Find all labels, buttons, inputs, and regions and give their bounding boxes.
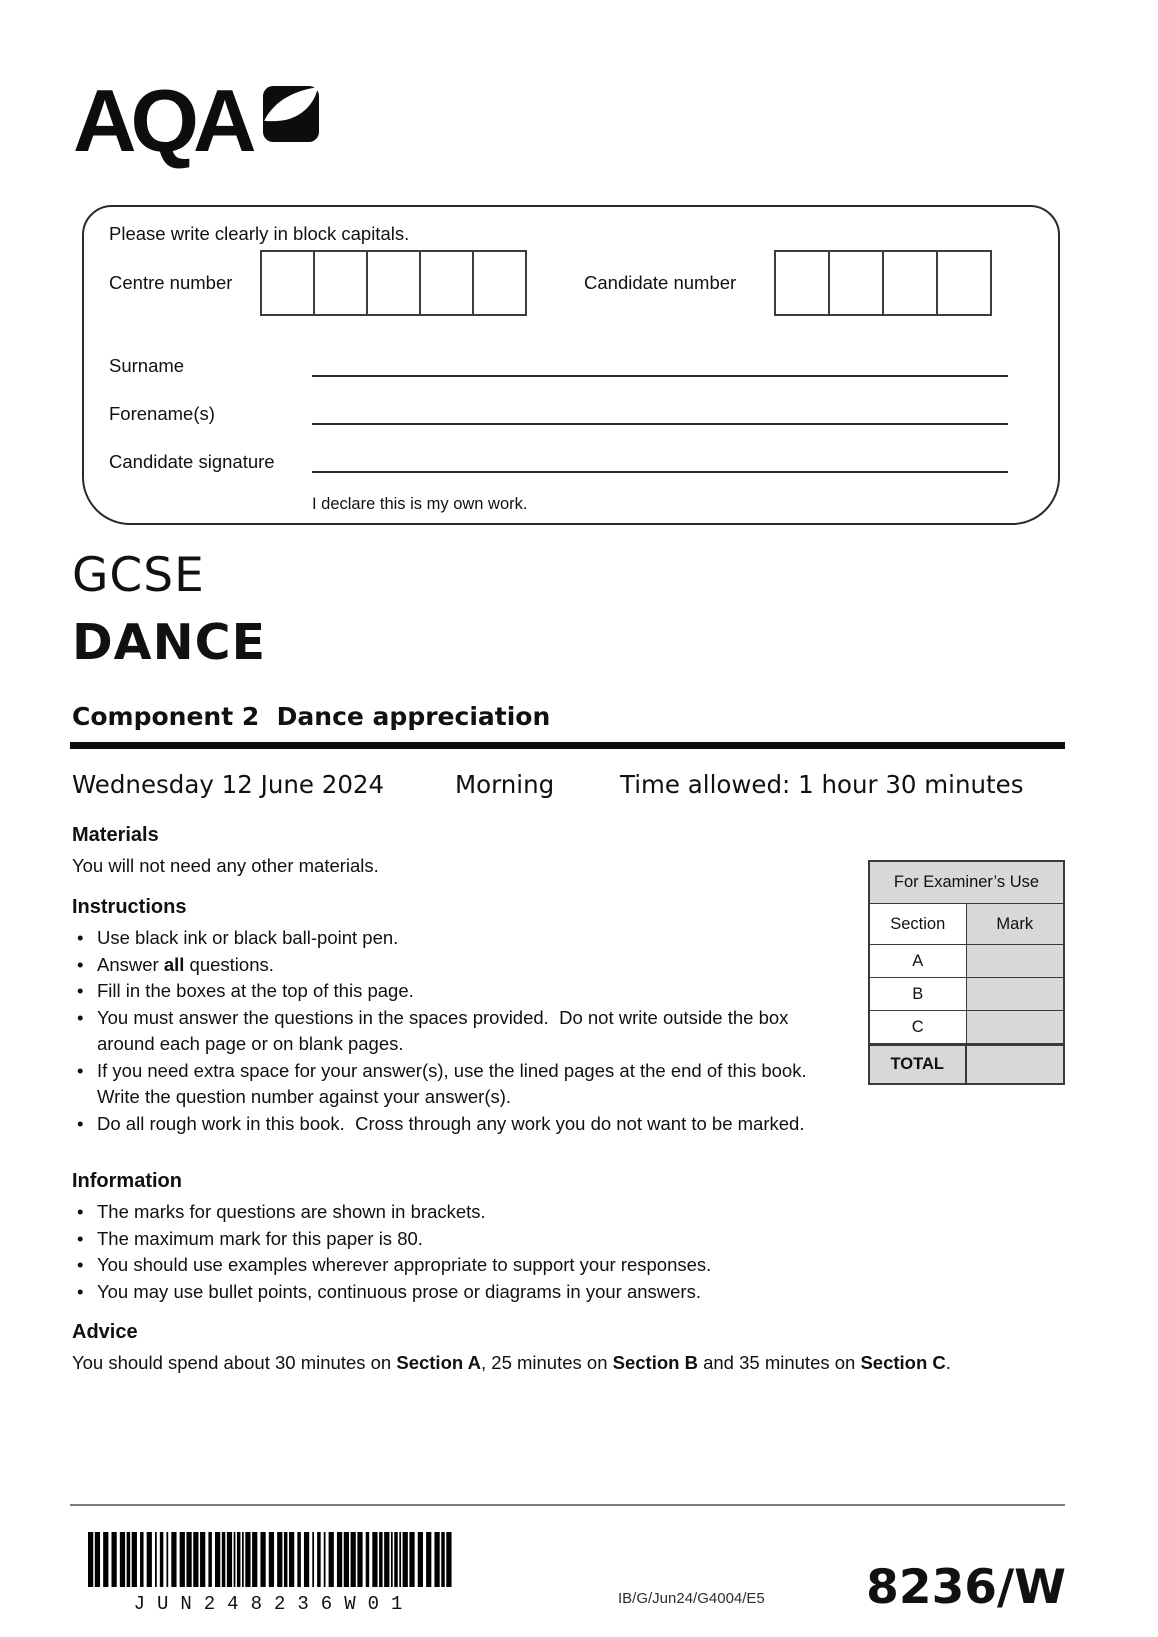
section-c-label: C	[870, 1011, 967, 1043]
forename-input-line[interactable]	[312, 399, 1008, 425]
surname-row	[109, 351, 1008, 377]
bullet-item: • Answer all questions.	[72, 952, 814, 979]
mark-column-header: Mark	[967, 904, 1064, 944]
centre-number-label: Centre number	[109, 272, 233, 293]
total-mark-cell	[967, 1046, 1064, 1083]
exam-date: Wednesday 12 June 2024	[72, 770, 385, 799]
bullet-item: • If you need extra space for your answer(s), use the lined pages at the end of this book. Write the question number against your answer(s).	[72, 1058, 814, 1111]
examiner-use-table	[868, 860, 1065, 1085]
signature-row	[109, 447, 1008, 473]
signature-input-line[interactable]	[312, 447, 1008, 473]
examiner-row-b	[870, 978, 1063, 1011]
forename-row	[109, 399, 1008, 425]
information-bullet-list	[72, 1199, 1022, 1305]
barcode-text: JUN248236W01	[133, 1593, 415, 1615]
exam-session-row	[72, 770, 1067, 802]
bullet-item: • You may use bullet points, continuous prose or diagrams in your answers.	[72, 1279, 1022, 1306]
aqa-leaf-icon	[262, 86, 320, 142]
materials-section	[72, 824, 379, 880]
aqa-logo	[73, 71, 333, 176]
centre-number-cell[interactable]	[313, 250, 368, 316]
number-boxes-row	[109, 249, 992, 317]
section-c-mark-cell	[967, 1011, 1064, 1043]
block-capitals-instruction: Please write clearly in block capitals.	[109, 223, 410, 244]
aqa-logo-text: AQA	[73, 71, 251, 170]
advice-body: You should spend about 30 minutes on Section A, 25 minutes on Section B and 35 minutes on Section C.	[72, 1352, 951, 1373]
centre-number-cell[interactable]	[472, 250, 527, 316]
component-title: Component 2 Dance appreciation	[72, 702, 551, 731]
signature-label: Candidate signature	[109, 451, 275, 472]
barcode	[88, 1532, 460, 1615]
title-divider	[70, 742, 1065, 749]
examiner-table-title: For Examiner’s Use	[870, 862, 1063, 904]
reference-code: IB/G/Jun24/G4004/E5	[618, 1590, 765, 1607]
section-a-mark-cell	[967, 945, 1064, 977]
examiner-table-header-row	[870, 904, 1063, 945]
bullet-item: • Use black ink or black ball-point pen.	[72, 925, 814, 952]
centre-number-cell[interactable]	[366, 250, 421, 316]
paper-code: 8236/W	[866, 1560, 1066, 1615]
examiner-row-a	[870, 945, 1063, 978]
candidate-number-cells	[774, 250, 992, 316]
materials-body: You will not need any other materials.	[72, 855, 379, 876]
section-b-label: B	[870, 978, 967, 1010]
examiner-total-row	[870, 1044, 1063, 1083]
advice-section	[72, 1321, 1024, 1377]
candidate-number-cell[interactable]	[828, 250, 884, 316]
candidate-details-box	[82, 205, 1060, 525]
barcode-bars	[88, 1532, 460, 1587]
information-section	[72, 1170, 1022, 1305]
section-a-label: A	[870, 945, 967, 977]
section-column-header: Section	[870, 904, 967, 944]
declaration-text: I declare this is my own work.	[312, 495, 528, 513]
examiner-row-c	[870, 1011, 1063, 1044]
forename-label: Forename(s)	[109, 403, 215, 424]
time-allowed: Time allowed: 1 hour 30 minutes	[620, 770, 1024, 799]
qualification-title: GCSE	[72, 548, 205, 603]
instructions-bullet-list	[72, 925, 817, 1137]
exam-session: Morning	[455, 770, 555, 799]
candidate-number-cell[interactable]	[882, 250, 938, 316]
advice-heading: Advice	[72, 1321, 138, 1343]
bullet-item: • The maximum mark for this paper is 80.	[72, 1226, 1022, 1253]
candidate-number-cell[interactable]	[774, 250, 830, 316]
materials-heading: Materials	[72, 824, 159, 846]
candidate-number-cell[interactable]	[936, 250, 992, 316]
subject-title: DANCE	[72, 614, 267, 671]
bullet-item: • The marks for questions are shown in brackets.	[72, 1199, 1022, 1226]
total-label: TOTAL	[870, 1046, 967, 1083]
footer-divider	[70, 1504, 1065, 1506]
information-heading: Information	[72, 1170, 182, 1192]
surname-label: Surname	[109, 355, 185, 376]
centre-number-cell[interactable]	[419, 250, 474, 316]
instructions-section	[72, 896, 817, 1137]
surname-input-line[interactable]	[312, 351, 1008, 377]
bullet-item: • Fill in the boxes at the top of this page.	[72, 978, 814, 1005]
bullet-item: • Do all rough work in this book. Cross through any work you do not want to be marked.	[72, 1111, 814, 1138]
centre-number-cells	[260, 250, 527, 316]
candidate-number-label: Candidate number	[584, 272, 737, 293]
instructions-heading: Instructions	[72, 896, 187, 918]
bullet-item: • You should use examples wherever appropriate to support your responses.	[72, 1252, 1022, 1279]
title-block	[72, 548, 550, 731]
centre-number-cell[interactable]	[260, 250, 315, 316]
bullet-item: • You must answer the questions in the spaces provided. Do not write outside the box around each page or on blank pages.	[72, 1005, 814, 1058]
section-b-mark-cell	[967, 978, 1064, 1010]
